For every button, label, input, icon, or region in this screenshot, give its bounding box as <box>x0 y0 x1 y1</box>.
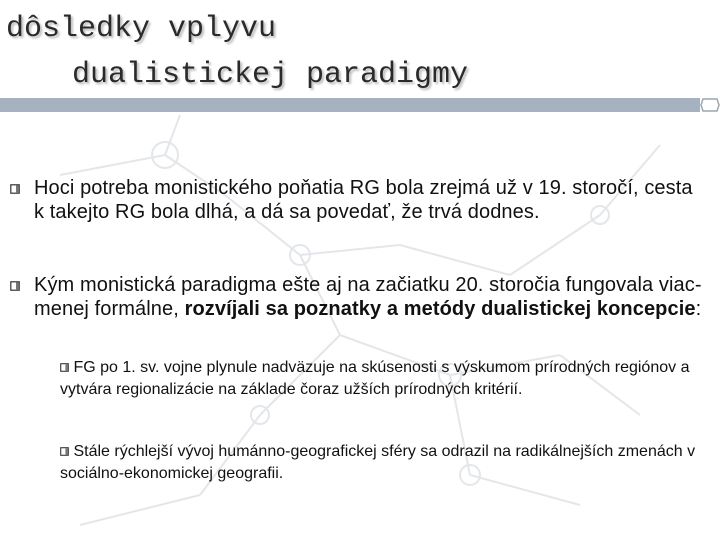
hollow-square-bullet-icon <box>60 447 69 456</box>
slide-title-line-2: dualistickej paradigmy <box>72 58 469 92</box>
slide-title-line-1: dôsledky vplyvu <box>6 12 277 46</box>
bullet-text-after: : <box>695 298 702 320</box>
hollow-square-bullet-icon <box>10 281 20 291</box>
bullet-text: Hoci potreba monistického poňatia RG bola zrejmá už v 19. storočí, cesta k takejto RG bola dlhá, a dá sa povedať, že trvá dodnes. <box>34 177 693 223</box>
bullet-item <box>34 273 704 321</box>
hollow-square-bullet-icon <box>10 184 20 194</box>
sub-bullet-text: FG po 1. sv. vojne plynule nadväzuje na skúsenosti s výskumom prírodných regiónov a vytvára regionalizácie na základe čoraz užších prírodných kritérií. <box>60 359 690 398</box>
bullet-item <box>34 176 704 224</box>
sub-bullet-text: Stále rýchlejší vývoj humánno-geografickej sféry sa odrazil na radikálnejších zmenách v sociálno-ekonomickej geografii. <box>60 443 696 482</box>
bullet-text-bold: rozvíjali sa poznatky a metódy dualistickej koncepcie <box>184 298 696 320</box>
sub-bullet-item <box>60 357 705 401</box>
bullet-text-before: Kým monistická paradigma ešte aj na začiatku 20. storočia fungovala viac-menej formálne, <box>34 274 702 320</box>
sub-bullet-item <box>60 441 705 485</box>
hollow-square-bullet-icon <box>60 363 69 372</box>
